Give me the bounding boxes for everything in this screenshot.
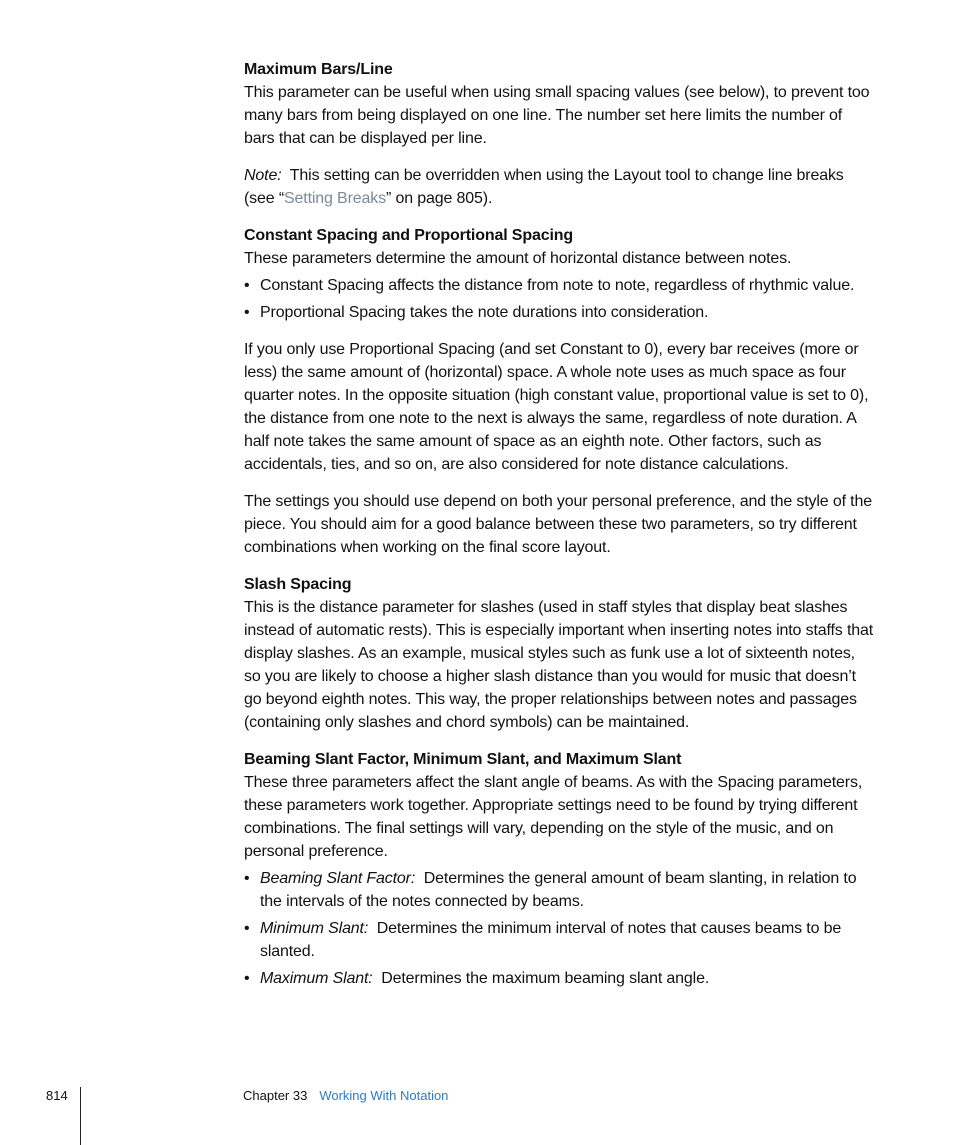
- spacing-bullet-list: [244, 274, 874, 324]
- bullet-icon: •: [244, 277, 250, 294]
- list-item: [244, 301, 874, 324]
- page-number: 814: [46, 1088, 68, 1103]
- note-label: Note:: [244, 167, 282, 184]
- list-item-text: Constant Spacing affects the distance from note to note, regardless of rhythmic value.: [260, 277, 855, 294]
- paragraph-settings-advice: The settings you should use depend on both your personal preference, and the style of the piece. You should aim for a good balance between these two parameters, so try different combinations when working on the final score layout.: [244, 493, 872, 556]
- list-item: [244, 917, 874, 963]
- bullet-icon: •: [244, 920, 250, 937]
- footer-divider: [80, 1087, 81, 1145]
- note-paragraph: [244, 164, 874, 210]
- list-item: [244, 867, 874, 913]
- paragraph-beaming-slant: These three parameters affect the slant angle of beams. As with the Spacing parameters, these parameters work together. Appropriate settings need to be found by trying different combinations. The final settings will vary, depending on the style of the music, and on personal preference.: [244, 774, 863, 860]
- bullet-icon: •: [244, 870, 250, 887]
- paragraph-slash-spacing: This is the distance parameter for slashes (used in staff styles that display beat slashes instead of automatic rests). This is especially important when inserting notes into staffs that display slashes. As an example, musical styles such as funk use a lot of sixteenth notes, so you are likely to choose a higher slash distance than you would for music that doesn’t go beyond eighth notes. This way, the proper relationships between notes and passages (containing only slashes and chord symbols) can be maintained.: [244, 599, 874, 731]
- chapter-title-link[interactable]: Working With Notation: [319, 1088, 449, 1103]
- paragraph-spacing-intro: These parameters determine the amount of horizontal distance between notes.: [244, 250, 792, 267]
- chapter-label: Chapter 33: [243, 1088, 308, 1103]
- heading-constant-proportional-spacing: Constant Spacing and Proportional Spacing: [244, 227, 573, 244]
- paragraph-proportional-explained: If you only use Proportional Spacing (and set Constant to 0), every bar receives (more or less) the same amount of (horizontal) space. A whole note uses as much space as four quarter notes. In the opposite situation (high constant value, proportional value is set to 0), the distance from one note to the next is always the same, regardless of note duration. A half note takes the same amount of space as an eighth note. Other factors, such as accidentals, ties, and so on, are also considered for note distance calculations.: [244, 341, 869, 473]
- setting-breaks-link[interactable]: Setting Breaks: [284, 190, 386, 207]
- list-item-text: Determines the minimum interval of notes that causes beams to be slanted.: [260, 920, 846, 960]
- list-item-term: Minimum Slant:: [260, 920, 369, 937]
- heading-slash-spacing: Slash Spacing: [244, 576, 352, 593]
- heading-beaming-slant: Beaming Slant Factor, Minimum Slant, and Maximum Slant: [244, 751, 682, 768]
- list-item-term: Maximum Slant:: [260, 970, 373, 987]
- chapter-footer: [243, 1088, 448, 1103]
- paragraph-maximum-bars: This parameter can be useful when using small spacing values (see below), to prevent too many bars from being displayed on one line. The number set here limits the number of bars that can be displayed per line.: [244, 84, 870, 147]
- list-item-text: Determines the general amount of beam slanting, in relation to the intervals of the notes connected by beams.: [260, 870, 861, 910]
- bullet-icon: •: [244, 304, 250, 321]
- heading-maximum-bars-line: Maximum Bars/Line: [244, 61, 393, 78]
- list-item-term: Beaming Slant Factor:: [260, 870, 416, 887]
- note-text-start: This setting can be overridden when using the Layout tool to change line breaks (see “: [244, 167, 848, 207]
- page-content: [244, 58, 874, 990]
- note-text-end: ” on page 805).: [385, 190, 493, 207]
- list-item: [244, 967, 874, 990]
- bullet-icon: •: [244, 970, 250, 987]
- list-item-text: Determines the maximum beaming slant angle.: [372, 970, 710, 987]
- beaming-bullet-list: [244, 867, 874, 990]
- list-item: [244, 274, 874, 297]
- list-item-text: Proportional Spacing takes the note durations into consideration.: [260, 304, 709, 321]
